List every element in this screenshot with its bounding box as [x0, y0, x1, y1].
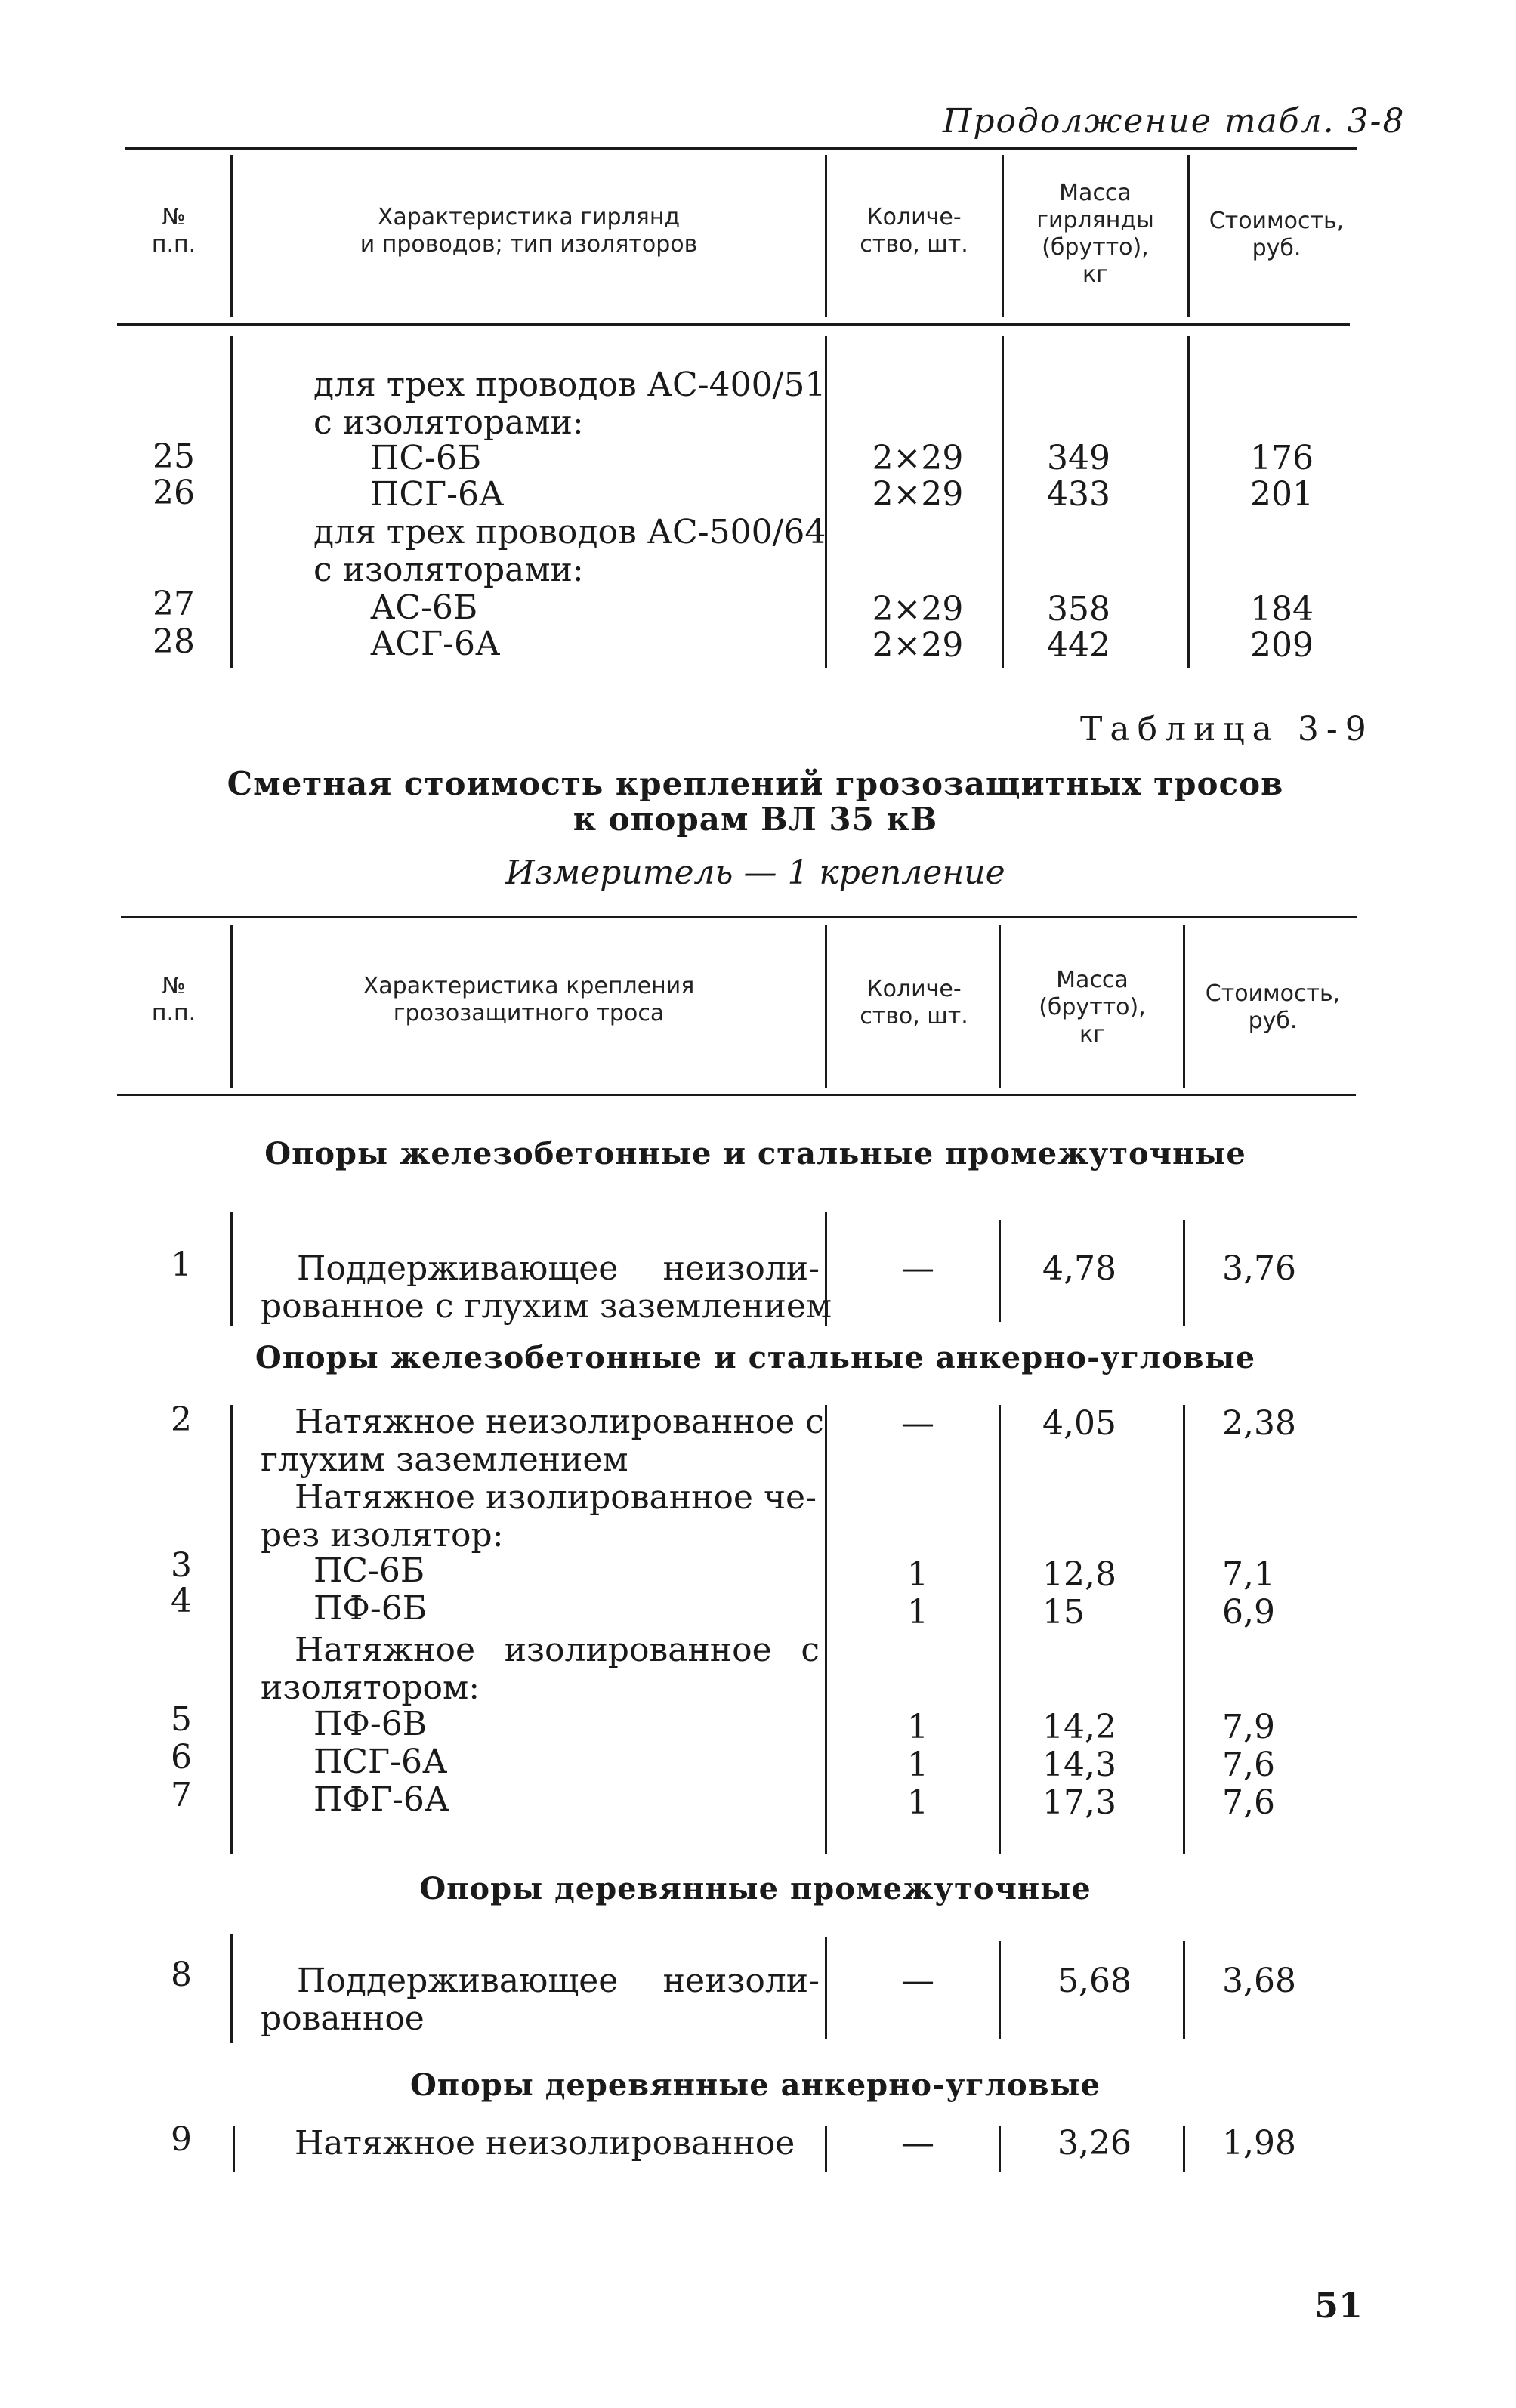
t39-top-rule [121, 916, 1357, 918]
insulator-name: ПС-6Б [313, 1551, 425, 1590]
t38-header-cost: Стоимость, руб. [1209, 208, 1345, 261]
row-number: 6 [171, 1738, 192, 1777]
t38-header-characteristic: Характеристика гирлянд и проводов; тип изоляторов [360, 204, 698, 258]
continuation-caption: Продолжение табл. 3-8 [943, 102, 1406, 140]
t39-col-divider [825, 1937, 827, 2039]
insulator-name: ПФ-6Б [313, 1589, 428, 1628]
mass: 14,2 [1042, 1708, 1116, 1746]
row-number: 2 [171, 1400, 192, 1439]
quantity: 2×29 [872, 590, 964, 628]
mass: 4,05 [1042, 1404, 1116, 1443]
cost: 209 [1250, 626, 1314, 665]
quantity: 1 [907, 1783, 928, 1822]
t39-col-divider [233, 2126, 235, 2172]
t38-header-quantity: Количе- ство, шт. [860, 204, 968, 258]
row-number: 9 [171, 2120, 192, 2159]
table-title: к опорам ВЛ 35 кВ [573, 801, 938, 838]
insulator-name: ПС-6Б [370, 439, 482, 477]
cost: 6,9 [1222, 1593, 1275, 1632]
mass: 5,68 [1057, 1962, 1132, 2000]
group-label: с изоляторами: [313, 403, 584, 442]
quantity: 2×29 [872, 475, 964, 514]
section-heading: Опоры деревянные анкерно-угловые [409, 2067, 1101, 2103]
group-label-word: изолированное [504, 1631, 772, 1669]
attachment-description: Натяжное неизолированное с [295, 1403, 824, 1441]
description-word: неизоли- [662, 1249, 820, 1288]
attachment-description [261, 1962, 820, 2000]
row-number: 4 [171, 1582, 192, 1620]
t39-header-rule [117, 1094, 1356, 1096]
mass: 349 [1047, 439, 1110, 477]
quantity: 2×29 [872, 626, 964, 665]
group-label: рез изолятор: [261, 1516, 504, 1554]
t38-col-divider [1002, 336, 1004, 668]
insulator-name: АС-6Б [370, 588, 478, 627]
t39-header-quantity: Количе- ство, шт. [860, 976, 968, 1030]
t39-col-divider [230, 1934, 233, 2043]
row-number: 8 [171, 1956, 192, 1994]
t39-col-divider [825, 1405, 827, 1854]
attachment-description: Натяжное неизолированное [295, 2124, 795, 2163]
mass: 14,3 [1042, 1746, 1116, 1784]
t39-header-num: № п.п. [151, 973, 196, 1026]
group-label: Натяжное изолированное че- [295, 1478, 817, 1517]
quantity: 1 [907, 1555, 928, 1594]
t39-col-divider [230, 1212, 233, 1326]
quantity: — [901, 2124, 934, 2163]
t38-header-mass: Масса гирлянды (брутто), кг [1036, 180, 1154, 288]
row-number: 25 [153, 437, 195, 476]
insulator-name: ПСГ-6А [370, 475, 505, 514]
mass: 358 [1047, 590, 1110, 628]
row-number: 3 [171, 1546, 192, 1585]
measure-unit: Измеритель — 1 крепление [505, 854, 1005, 892]
insulator-name: ПФ-6В [313, 1705, 428, 1743]
group-label [295, 1632, 820, 1669]
quantity: 1 [907, 1746, 928, 1784]
mass: 3,26 [1057, 2124, 1132, 2163]
row-number: 27 [153, 585, 195, 623]
description-word: неизоли- [662, 1962, 820, 2000]
page-number: 51 [1314, 2285, 1363, 2326]
group-label-word: Натяжное [295, 1631, 476, 1669]
group-label: изолятором: [261, 1669, 480, 1707]
t39-col-divider [825, 925, 827, 1088]
quantity: 1 [907, 1708, 928, 1746]
t39-col-divider [1183, 925, 1185, 1088]
t38-top-rule [125, 147, 1357, 150]
mass: 17,3 [1042, 1783, 1116, 1822]
section-heading: Опоры деревянные промежуточные [419, 1871, 1091, 1906]
cost: 7,6 [1222, 1783, 1275, 1822]
group-label: для трех проводов АС-400/51 [313, 366, 826, 404]
cost: 184 [1250, 590, 1314, 628]
table-title: Сметная стоимость креплений грозозащитных тросов [227, 765, 1284, 802]
cost: 176 [1250, 439, 1314, 477]
t39-col-divider [825, 2126, 827, 2172]
section-heading: Опоры железобетонные и стальные промежуточные [264, 1136, 1246, 1172]
t38-col-divider [825, 155, 827, 317]
cost: 3,68 [1222, 1962, 1296, 2000]
insulator-name: ПФГ-6А [313, 1780, 450, 1819]
t39-col-divider [230, 1405, 233, 1854]
mass: 12,8 [1042, 1555, 1116, 1594]
attachment-description: рованное [261, 1999, 425, 2038]
t38-col-divider [1002, 155, 1004, 317]
insulator-name: АСГ-6А [370, 625, 501, 663]
group-label: с изоляторами: [313, 551, 584, 589]
quantity: 2×29 [872, 439, 964, 477]
cost: 1,98 [1222, 2124, 1296, 2163]
t39-header-cost: Стоимость, руб. [1205, 980, 1341, 1034]
section-heading: Опоры железобетонные и стальные анкерно-угловые [255, 1340, 1256, 1375]
quantity: — [901, 1404, 934, 1443]
cost: 7,6 [1222, 1746, 1275, 1784]
description-word: Поддерживающее [297, 1962, 619, 2000]
row-number: 1 [171, 1246, 192, 1284]
group-label-word: с [801, 1631, 820, 1669]
t38-col-divider [230, 336, 233, 668]
cost: 7,1 [1222, 1555, 1275, 1594]
group-label: для трех проводов АС-500/64 [313, 513, 826, 551]
row-number: 26 [153, 474, 195, 512]
t38-header-rule [117, 323, 1350, 326]
attachment-description: глухим заземлением [261, 1440, 628, 1479]
quantity: — [901, 1249, 934, 1288]
row-number: 7 [171, 1776, 192, 1814]
mass: 442 [1047, 626, 1110, 665]
mass: 15 [1042, 1593, 1085, 1632]
attachment-description [261, 1250, 820, 1288]
description-word: Поддерживающее [297, 1249, 619, 1288]
cost: 201 [1250, 475, 1314, 514]
row-number: 28 [153, 622, 195, 661]
mass: 4,78 [1042, 1249, 1116, 1288]
quantity: 1 [907, 1593, 928, 1632]
t39-header-mass: Масса (брутто), кг [1039, 967, 1146, 1048]
t39-col-divider [230, 925, 233, 1088]
t38-col-divider [230, 155, 233, 317]
t38-header-num: № п.п. [151, 204, 196, 258]
insulator-name: ПСГ-6А [313, 1743, 448, 1781]
table-label: Таблица 3-9 [1080, 710, 1374, 749]
cost: 7,9 [1222, 1708, 1275, 1746]
quantity: — [901, 1962, 934, 2000]
t39-col-divider [999, 925, 1001, 1088]
row-number: 5 [171, 1700, 192, 1739]
t39-header-characteristic: Характеристика крепления грозозащитного троса [363, 973, 695, 1026]
attachment-description: рованное с глухим заземлением [261, 1287, 832, 1326]
cost: 2,38 [1222, 1404, 1296, 1443]
mass: 433 [1047, 475, 1110, 514]
cost: 3,76 [1222, 1249, 1296, 1288]
